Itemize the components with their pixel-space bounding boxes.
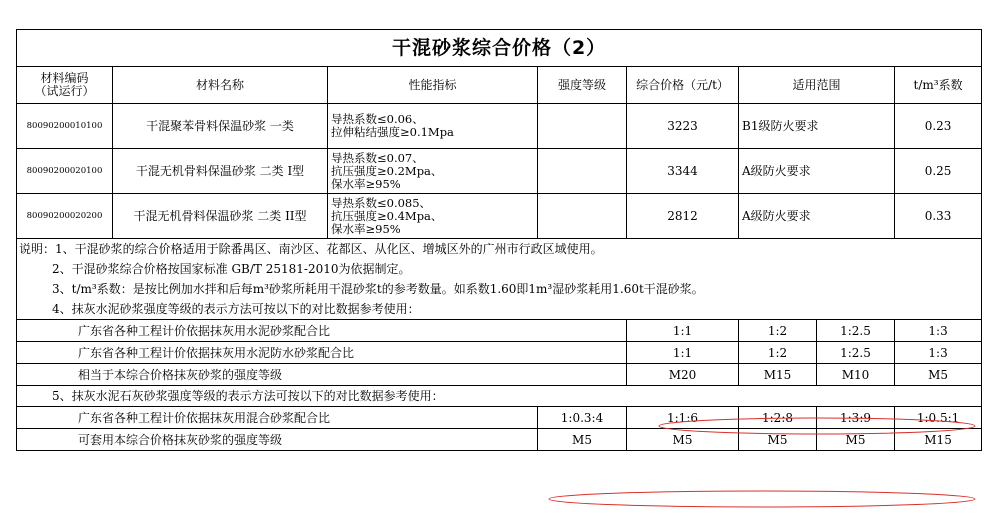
grade-value — [739, 429, 817, 451]
coef-value: 0.25 — [895, 149, 982, 194]
circled-grade: M20 — [668, 367, 697, 382]
circled-grade: M15 — [763, 367, 792, 382]
circled-grade: M5 — [845, 432, 866, 447]
scope-value: A级防火要求 — [739, 149, 895, 194]
price-value: 2812 — [627, 194, 739, 239]
price-value: 3344 — [627, 149, 739, 194]
ratio-value: 1:0.3:4 — [538, 407, 627, 429]
table-row — [17, 364, 982, 386]
header-grade: 强度等级 — [538, 67, 627, 104]
grade-value — [817, 429, 895, 451]
performance-text: 导热系数≤0.06、 拉伸粘结强度≥0.1Mpa — [331, 112, 454, 139]
note-3: 3、t/m³系数：是按比例加水拌和后每m³砂浆所耗用干混砂浆t的参考数量。如系数1.60即1m³湿砂浆耗用1.60t干混砂浆。 — [17, 279, 982, 299]
circled-grade: M5 — [672, 432, 693, 447]
ratio-value: 1:1 — [627, 342, 739, 364]
ratio-value: 1:1:6 — [627, 407, 739, 429]
ratio-label: 广东省各种工程计价依据抹灰用水泥防水砂浆配合比 — [17, 342, 627, 364]
grade-label: 相当于本综合价格抹灰砂浆的强度等级 — [17, 364, 627, 386]
note-4: 4、抹灰水泥砂浆强度等级的表示方法可按以下的对比数据参考使用： — [17, 299, 982, 320]
ratio-value: 1:2 — [739, 320, 817, 342]
red-oval-annotation — [549, 491, 975, 507]
ratio-value: 1:3 — [895, 320, 982, 342]
page-title: 干混砂浆综合价格（2） — [17, 30, 982, 67]
material-name: 干混无机骨料保温砂浆 二类 II型 — [113, 194, 328, 239]
grade-label: 可套用本综合价格抹灰砂浆的强度等级 — [17, 429, 538, 451]
material-code: 80090200010100 — [17, 104, 113, 149]
table-row — [17, 342, 982, 364]
table-row — [17, 320, 982, 342]
grade-value — [895, 364, 982, 386]
material-code: 80090200020200 — [17, 194, 113, 239]
ratio-value: 1:1 — [627, 320, 739, 342]
circled-grade: M15 — [924, 432, 952, 447]
scope-value: B1级防火要求 — [739, 104, 895, 149]
material-name: 干混聚苯骨料保温砂浆 一类 — [113, 104, 328, 149]
performance-spec — [328, 104, 538, 149]
table-row — [17, 149, 982, 194]
ratio-value: 1:0.5:1 — [895, 407, 982, 429]
ratio-value: 1:2:8 — [739, 407, 817, 429]
table-row — [17, 104, 982, 149]
header-price: 综合价格（元/t） — [627, 67, 739, 104]
performance-text: 导热系数≤0.085、 抗压强度≥0.4Mpa、 保水率≥95% — [331, 195, 443, 236]
grade-value — [627, 429, 739, 451]
table-row — [17, 429, 982, 451]
table-row — [17, 407, 982, 429]
coef-value: 0.23 — [895, 104, 982, 149]
header-performance: 性能指标 — [328, 67, 538, 104]
note-2: 2、干混砂浆综合价格按国家标准 GB/T 25181-2010为依据制定。 — [17, 259, 982, 279]
price-value: 3223 — [627, 104, 739, 149]
price-table — [16, 29, 982, 451]
ratio-value: 1:3:9 — [817, 407, 895, 429]
ratio-value: 1:2.5 — [817, 320, 895, 342]
header-code — [17, 67, 113, 104]
performance-text: 导热系数≤0.07、 抗压强度≥0.2Mpa、 保水率≥95% — [331, 150, 443, 191]
grade-value — [817, 364, 895, 386]
circled-grade: M10 — [841, 367, 870, 382]
coef-value: 0.33 — [895, 194, 982, 239]
ratio-value: 1:3 — [895, 342, 982, 364]
ratio-value: 1:2 — [739, 342, 817, 364]
note-1: 说明：1、干混砂浆的综合价格适用于除番禺区、南沙区、花都区、从化区、增城区外的广州市行政区域使用。 — [17, 239, 982, 260]
ratio-label: 广东省各种工程计价依据抹灰用水泥砂浆配合比 — [17, 320, 627, 342]
grade-value — [895, 429, 982, 451]
performance-spec — [328, 194, 538, 239]
strength-grade — [538, 194, 627, 239]
circled-grade: M5 — [767, 432, 788, 447]
grade-value — [627, 364, 739, 386]
grade-value — [739, 364, 817, 386]
header-code-text: 材料编码 （试运行） — [34, 71, 95, 98]
circled-grade: M5 — [572, 432, 592, 447]
material-code: 80090200020100 — [17, 149, 113, 194]
strength-grade — [538, 149, 627, 194]
material-name: 干混无机骨料保温砂浆 二类 I型 — [113, 149, 328, 194]
table-row — [17, 194, 982, 239]
header-coef: t/m³系数 — [895, 67, 982, 104]
ratio-label: 广东省各种工程计价依据抹灰用混合砂浆配合比 — [17, 407, 538, 429]
grade-value — [538, 429, 627, 451]
scope-value: A级防火要求 — [739, 194, 895, 239]
performance-spec — [328, 149, 538, 194]
header-name: 材料名称 — [113, 67, 328, 104]
note-5: 5、抹灰水泥石灰砂浆强度等级的表示方法可按以下的对比数据参考使用： — [17, 386, 982, 407]
header-scope: 适用范围 — [739, 67, 895, 104]
ratio-value: 1:2.5 — [817, 342, 895, 364]
strength-grade — [538, 104, 627, 149]
circled-grade: M5 — [928, 367, 949, 382]
